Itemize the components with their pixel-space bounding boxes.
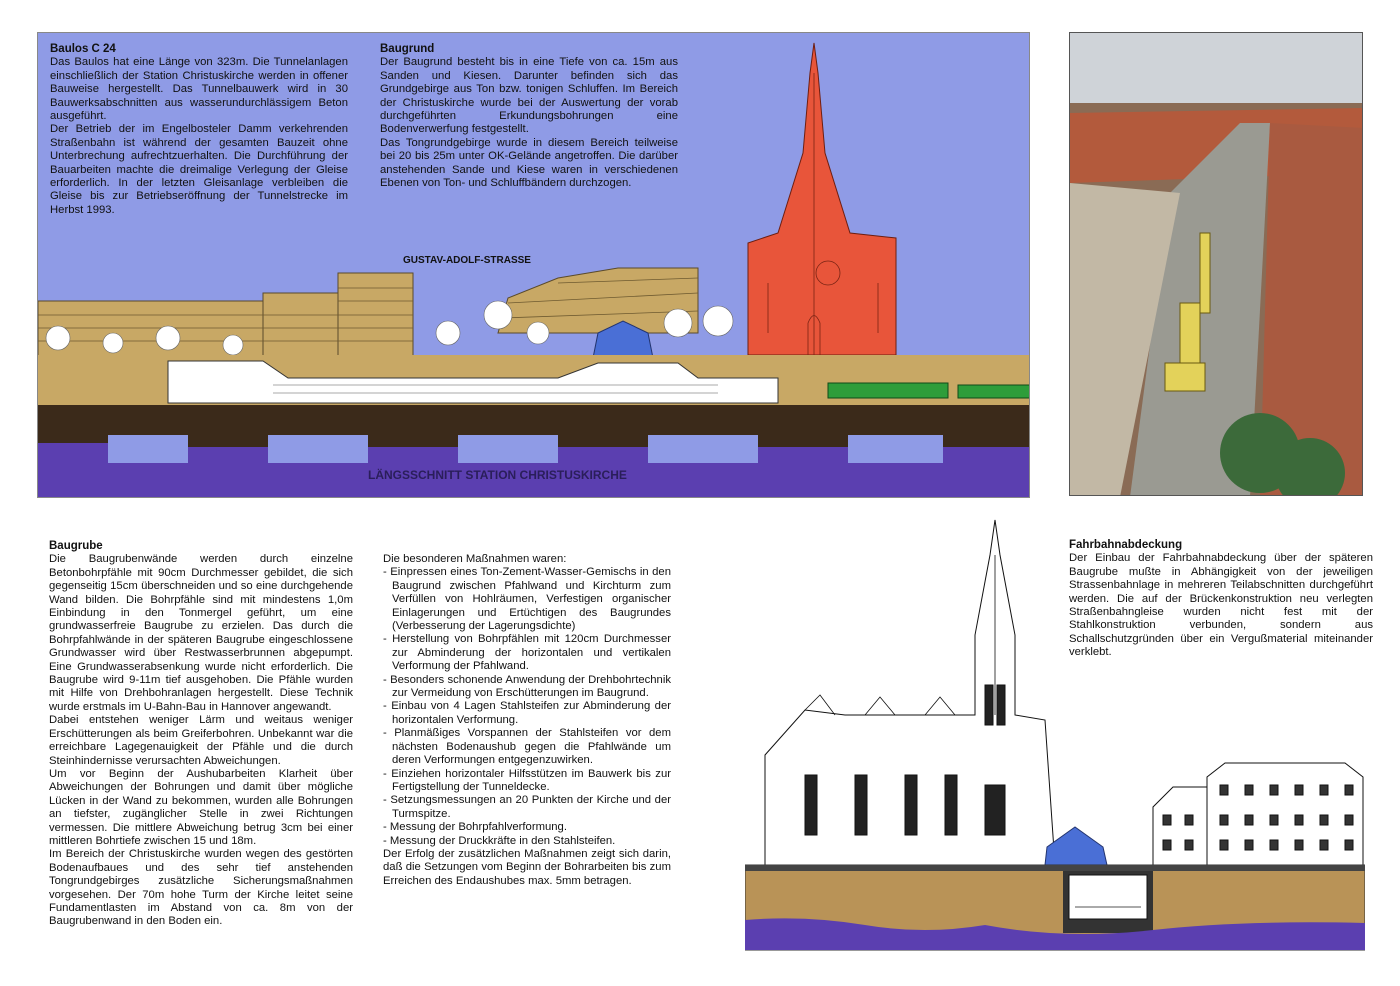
baugrube-paragraph-4: Im Bereich der Christuskirche wurden wegen des gestörten Bodenaufbaues und des sehr tief anstehenden Tongrundgebirges zusätzliche Sicherungsmaßnahmen vorgesehen. Der 70m hohe Turm der Kirche leitet seine Fundamentlasten im Abstand von ca. 8m von der Baugrubenwand in den Boden ein. bbox=[49, 848, 353, 928]
massnahmen-list bbox=[383, 566, 671, 848]
fahrbahn-title: Fahrbahnabdeckung bbox=[1069, 539, 1183, 551]
baulos-paragraph-1: Das Baulos hat eine Länge von 323m. Die Tunnelanlagen einschließlich der Station Christuskirche werden in offener Bauweise hergestellt. Das Tunnelbauwerk wird in 30 Bauwerksabschnitten aus wasserundurchlässigem Beton ausgeführt. bbox=[50, 56, 348, 123]
text-baugrube bbox=[49, 540, 353, 929]
list-item: - Setzungsmessungen an 20 Punkten der Kirche und der Turmspitze. bbox=[383, 794, 671, 820]
buildings-right bbox=[1153, 763, 1363, 865]
church-cross-section bbox=[745, 515, 1365, 955]
baugrund-paragraph-2: Das Tongrundgebirge wurde in diesem Bereich teilweise bei 20 bis 25m unter OK-Gelände angetroffen. Die darüber anstehenden Sande und Kiese waren in verschiedenen Ebenen von Ton- und Schluffbändern durchzogen. bbox=[380, 136, 678, 190]
baulos-title: Baulos C 24 bbox=[50, 43, 116, 55]
train bbox=[828, 383, 1030, 398]
aerial-photo bbox=[1069, 32, 1363, 496]
list-item: - Messung der Bohrpfahlverformung. bbox=[383, 821, 567, 834]
list-item: - Einziehen horizontaler Hilfsstützen im Bauwerk bis zur Fertigstellung der Tunneldecke. bbox=[383, 767, 671, 793]
baugrube-title: Baugrube bbox=[49, 540, 103, 552]
baugrund-paragraph-1: Der Baugrund besteht bis in eine Tiefe von ca. 15m aus Sanden und Kiesen. Darunter befinden sich das Grundgebirge aus Ton bzw. tonigen Schluffen. Im Bereich der Christuskirche wurde bei der Auswertung der vorab durchgeführten Erkundungsbohrungen eine Bodenverwerfung festgestellt. bbox=[380, 56, 678, 136]
baugrube-paragraph-3: Um vor Beginn der Aushubarbeiten Klarheit über Abweichungen der Bohrungen und damit über mögliche Lücken in der Wand zu bekommen, wurden alle Bohrungen an tiefster, zugänglicher Stelle in zwei Richtungen vermessen. Die mittlere Abweichung betrug 3cm bei einer mittleren Bohrtiefe zwischen 15 und 18m. bbox=[49, 767, 353, 847]
road-surface bbox=[745, 865, 1365, 871]
baugrund-title: Baugrund bbox=[380, 43, 435, 55]
massnahmen-closing: Der Erfolg der zusätzlichen Maßnahmen zeigt sich darin, daß die Setzungen vom Beginn der Bohrarbeiten bis zum Erreichen des Endaushubes max. 5mm betragen. bbox=[383, 847, 671, 887]
tunnel-cross-section bbox=[1063, 871, 1153, 933]
massnahmen-intro: Die besonderen Maßnahmen waren: bbox=[383, 553, 567, 565]
aerial-photo-image bbox=[1070, 33, 1363, 496]
longitudinal-section-panel bbox=[37, 32, 1030, 498]
list-item: - Einbau von 4 Lagen Stahlsteifen zur Abminderung der horizontalen Verformung. bbox=[383, 700, 671, 726]
baugrube-paragraph-2: Dabei entstehen weniger Lärm und weitaus weniger Erschütterungen als beim Greiferbohren. Unbekannt war die erreichbare Lagegenauigkeit der Pfähle und die durch Steinhindernisse verursachten Abweichungen. bbox=[49, 714, 353, 767]
baulos-paragraph-2: Der Betrieb der im Engelbosteler Damm verkehrenden Straßenbahn ist während der gesamten Bauzeit ohne Unterbrechung aufrechtzuerhalten. Die Durchführung der Bauarbeiten machte die dreimalige Verlegung der Gleise erforderlich. In der letzten Gleisanlage verbleiben die Gleise bis zur Betriebseröffnung der Tunnelstrecke im Herbst 1993. bbox=[50, 123, 348, 216]
station-entrance-small bbox=[1045, 827, 1107, 865]
list-item: - Messung der Druckkräfte in den Stahlsteifen. bbox=[383, 834, 616, 847]
text-massnahmen bbox=[383, 553, 671, 888]
list-item: - Einpressen eines Ton-Zement-Wasser-Gemischs in den Baugrund zwischen Pfahlwand und Kirchturm zum Verfüllen von Hohlräumen, Verfestigen organischer Einlagerungen und Ertüchtigen des Baugrundes (Verbesserung der Lagerungsdichte) bbox=[383, 566, 671, 633]
list-item: - Besonders schonende Anwendung der Drehbohrtechnik zur Vermeidung von Erschütterungen im Baugrund. bbox=[383, 673, 671, 700]
text-baugrund bbox=[380, 43, 678, 190]
church-cross-section-drawing bbox=[745, 515, 1365, 955]
fahrbahn-paragraph: Der Einbau der Fahrbahnabdeckung über der späteren Baugrube mußte in Abhängigkeit von der jeweiligen Strassenbahnlage in mehreren Teilabschnitten durchgeführt werden. Die auf der Brückenkonstruktion neu verlegten Straßenbahngleise wurden nicht fest mit der Stahlkonstruktion verbunden, sondern aus Schallschutzgründen über ein Vergußmaterial miteinander verklebt. bbox=[1069, 552, 1373, 659]
section-label: LÄNGSSCHNITT STATION CHRISTUSKIRCHE bbox=[368, 468, 627, 482]
church-outline bbox=[765, 520, 1055, 865]
text-baulos bbox=[50, 43, 348, 217]
list-item: - Herstellung von Bohrpfählen mit 120cm Durchmesser zur Abminderung der horizontalen und vertikalen Verformung der Pfahlwand. bbox=[383, 633, 671, 673]
street-label: GUSTAV-ADOLF-STRASSE bbox=[403, 255, 531, 266]
baugrube-paragraph-1: Die Baugrubenwände werden durch einzelne Betonbohrpfähle mit 90cm Durchmesser gebildet, die sich gegenseitig 15cm überschneiden und so eine durchgehende Wand bilden. Die Bohrpfähle sind mit mindestens 1,0m Einbindung in den Tonmergel geführt, um eine grundwasserfreie Baugrube zu erzielen. Das durch die Bohrpfahlwände in der späteren Baugrube eingeschlossene Grundwasser wird über Restwasserbrunnen abgepumpt. Eine Grundwasserabsenkung wurde nicht erforderlich. Die Baugrube wird 9-11m tief ausgehoben. Die Pfähle wurden mit Hilfe von Drehbohranlagen hergestellt. Diese Technik wurde erstmals im U-Bahn-Bau in Hannover angewandt. bbox=[49, 553, 353, 713]
list-item: - Planmäßiges Vorspannen der Stahlsteifen vor dem nächsten Bodenaushub gegen die Pfahlwände um deren Verformungen entgegenzuwirken. bbox=[383, 727, 671, 767]
